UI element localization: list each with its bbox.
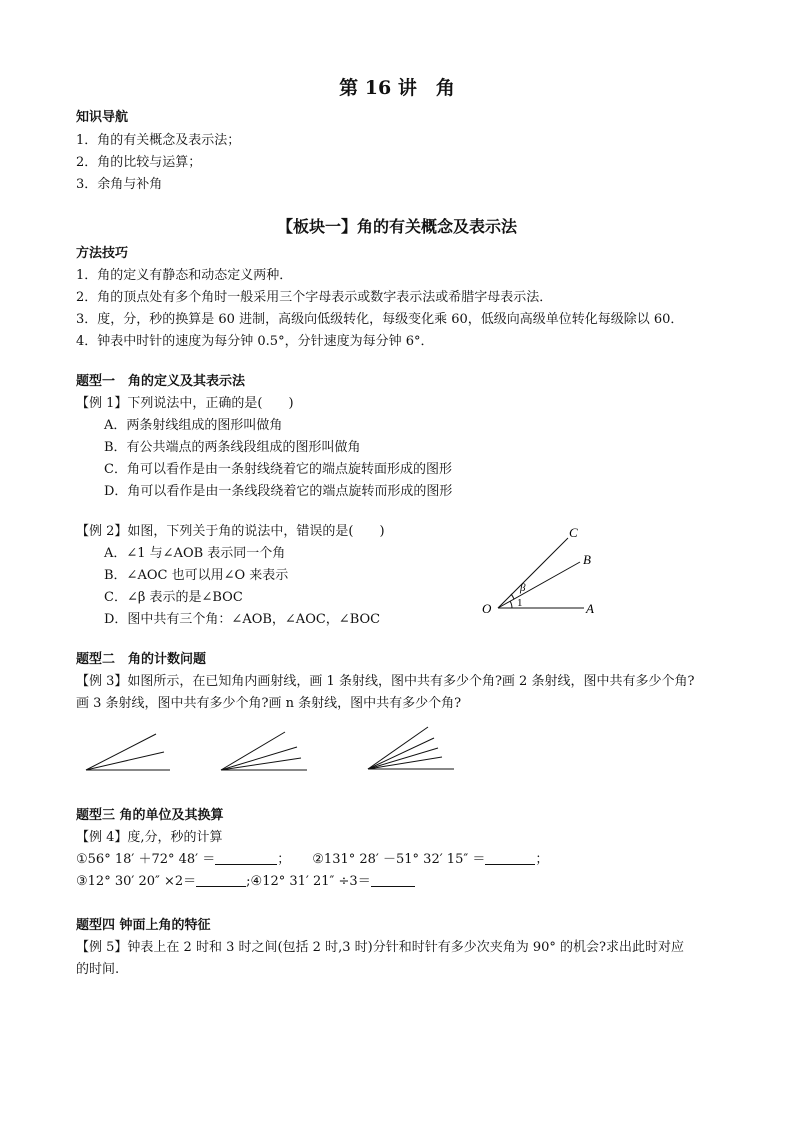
example-5-line: 的时间. xyxy=(76,962,120,977)
example-4-stem: 【例 4】度,分，秒的计算 xyxy=(76,830,223,845)
answer-blank-4[interactable] xyxy=(371,872,415,887)
guide-item: 3．余角与补角 xyxy=(76,177,163,192)
type1-heading: 题型一 角的定义及其表示法 xyxy=(76,374,246,389)
angle-figure-aob xyxy=(480,520,610,625)
method-item: 4．钟表中时针的速度为每分钟 0.5°，分针速度为每分钟 6°． xyxy=(76,334,434,349)
guide-item: 2．角的比较与运算； xyxy=(76,155,202,170)
label-1: 1 xyxy=(517,597,523,609)
question-3: ③12° 30′ 20″ ×2＝ xyxy=(76,874,197,889)
example-1-option-d: D．角可以看作是由一条线段绕着它的端点旋转而形成的图形 xyxy=(104,484,453,499)
label-beta: β xyxy=(520,582,526,594)
answer-blank-1[interactable] xyxy=(215,850,277,865)
type3-heading: 题型三 角的单位及其换算 xyxy=(76,808,224,823)
answer-blank-2[interactable] xyxy=(485,850,535,865)
example-3-line: 【例 3】如图所示，在已知角内画射线，画 1 条射线，图中共有多少个角?画 2 条射线，图中共有多少个角? xyxy=(76,674,695,689)
example-1-option-c: C．角可以看作是由一条射线绕着它的端点旋转面形成的图形 xyxy=(104,462,452,477)
example-2-option-c: C．∠β 表示的是∠BOC xyxy=(104,590,243,605)
guide-heading: 知识导航 xyxy=(76,110,129,125)
angle-figure-two-rays xyxy=(221,728,313,775)
method-item: 1．角的定义有静态和动态定义两种． xyxy=(76,268,293,283)
example-1-option-a: A．两条射线组成的图形叫做角 xyxy=(104,418,283,433)
angle-figure-three-rays xyxy=(368,724,460,774)
label-c: C xyxy=(569,525,578,540)
example-5-line: 【例 5】钟表上在 2 时和 3 时之间(包括 2 时,3 时)分针和时针有多少次夹角为 90° 的机会?求出此时对应 xyxy=(76,940,684,955)
guide-item: 1．角的有关概念及表示法； xyxy=(76,133,241,148)
label-a: A xyxy=(586,601,594,616)
page-title: 第 16 讲 角 xyxy=(339,77,455,99)
method-item: 2．角的顶点处有多个角时一般采用三个字母表示或数字表示法或希腊字母表示法． xyxy=(76,290,553,305)
label-b: B xyxy=(583,552,591,567)
punct: ; xyxy=(246,874,251,889)
punct: ； xyxy=(277,852,291,867)
method-item: 3．度，分，秒的换算是 60 进制，高级向低级转化，每级变化乘 60，低级向高级单位转化每级除以 60． xyxy=(76,312,684,327)
ray-oc xyxy=(498,538,568,608)
arc-angle-1 xyxy=(510,601,512,608)
example-1-option-b: B．有公共端点的两条线段组成的图形叫做角 xyxy=(104,440,361,455)
example-1-stem: 【例 1】下列说法中，正确的是( ) xyxy=(76,396,294,411)
example-2-option-a: A．∠1 与∠AOB 表示同一个角 xyxy=(104,546,286,561)
example-2-option-d: D．图中共有三个角：∠AOB，∠AOC，∠BOC xyxy=(104,612,381,627)
example-2-stem: 【例 2】如图，下列关于角的说法中，错误的是( ) xyxy=(76,524,385,539)
angle-figure-one-ray xyxy=(86,730,176,775)
arc-angle-beta xyxy=(511,594,514,599)
punct: ； xyxy=(535,852,549,867)
example-4-row-2 xyxy=(76,872,415,892)
example-2-option-b: B．∠AOC 也可以用∠O 来表示 xyxy=(104,568,289,583)
question-4: ④12° 31′ 21″ ÷3＝ xyxy=(250,874,371,889)
example-4-row-1 xyxy=(76,850,548,870)
block-title: 【板块一】角的有关概念及表示法 xyxy=(276,217,517,236)
answer-blank-3[interactable] xyxy=(196,872,246,887)
example-3-line: 画 3 条射线，图中共有多少个角?画 n 条射线，图中共有多少个角? xyxy=(76,696,462,711)
question-1: ①56° 18′ ＋72° 48′ ＝ xyxy=(76,852,216,867)
question-2: ②131° 28′ －51° 32′ 15″ ＝ xyxy=(312,852,486,867)
methods-heading: 方法技巧 xyxy=(76,246,129,261)
type4-heading: 题型四 钟面上角的特征 xyxy=(76,918,211,933)
label-o: O xyxy=(482,601,492,616)
type2-heading: 题型二 角的计数问题 xyxy=(76,652,207,667)
